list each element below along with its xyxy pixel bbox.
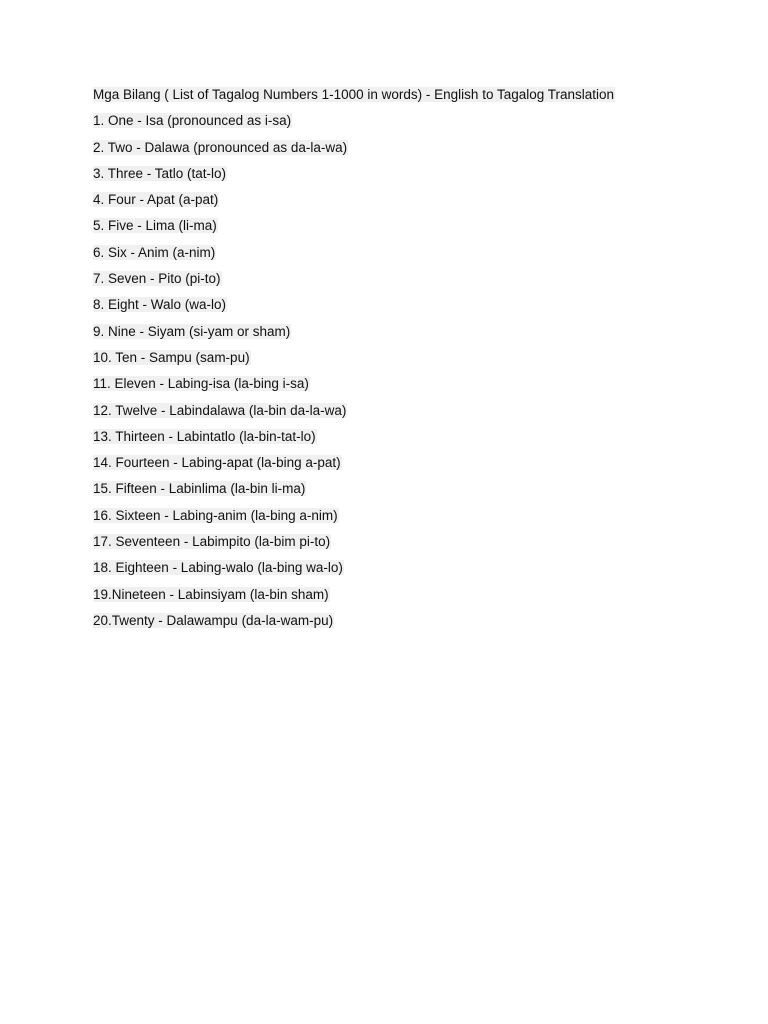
list-item-text: 13. Thirteen - Labintatlo (la-bin-tat-lo) — [93, 428, 316, 444]
list-item-text: 4. Four - Apat (a-pat) — [93, 192, 219, 208]
list-item — [93, 454, 713, 480]
list-item-text: 3. Three - Tatlo (tat-lo) — [93, 165, 227, 181]
list-item-text: 18. Eighteen - Labing-walo (la-bing wa-lo) — [93, 560, 343, 576]
list-item-text: 1. One - Isa (pronounced as i-sa) — [93, 113, 292, 129]
document-content — [93, 86, 713, 638]
list-item-text: 11. Eleven - Labing-isa (la-bing i-sa) — [93, 376, 309, 392]
list-item-text: 8. Eight - Walo (wa-lo) — [93, 297, 227, 313]
list-item — [93, 244, 713, 270]
list-item-text: 17. Seventeen - Labimpito (la-bim pi-to) — [93, 534, 331, 550]
list-item-text: 19.Nineteen - Labinsiyam (la-bin sham) — [93, 586, 329, 602]
document-title — [93, 86, 713, 112]
list-item — [93, 191, 713, 217]
list-item — [93, 402, 713, 428]
list-item — [93, 375, 713, 401]
list-item — [93, 612, 713, 638]
list-item — [93, 323, 713, 349]
list-item — [93, 428, 713, 454]
list-item-text: 12. Twelve - Labindalawa (la-bin da-la-wa) — [93, 402, 347, 418]
list-item — [93, 165, 713, 191]
list-item-text: 20.Twenty - Dalawampu (da-la-wam-pu) — [93, 612, 334, 628]
list-item — [93, 533, 713, 559]
list-item — [93, 480, 713, 506]
list-item-text: 5. Five - Lima (li-ma) — [93, 218, 217, 234]
list-item — [93, 586, 713, 612]
list-item-text: 14. Fourteen - Labing-apat (la-bing a-pat) — [93, 455, 341, 471]
list-item-text: 10. Ten - Sampu (sam-pu) — [93, 349, 250, 365]
document-title-text: Mga Bilang ( List of Tagalog Numbers 1-1000 in words) - English to Tagalog Translation — [93, 87, 615, 102]
list-item-text: 16. Sixteen - Labing-anim (la-bing a-nim) — [93, 507, 338, 523]
list-item-text: 7. Seven - Pito (pi-to) — [93, 271, 221, 287]
list-item — [93, 112, 713, 138]
list-item — [93, 217, 713, 243]
list-item-text: 2. Two - Dalawa (pronounced as da-la-wa) — [93, 139, 348, 155]
list-item — [93, 507, 713, 533]
list-item-text: 6. Six - Anim (a-nim) — [93, 244, 216, 260]
list-item — [93, 139, 713, 165]
list-item — [93, 270, 713, 296]
list-item-text: 15. Fifteen - Labinlima (la-bin li-ma) — [93, 481, 306, 497]
list-item — [93, 349, 713, 375]
list-item-text: 9. Nine - Siyam (si-yam or sham) — [93, 323, 291, 339]
list-item — [93, 559, 713, 585]
list-item — [93, 296, 713, 322]
